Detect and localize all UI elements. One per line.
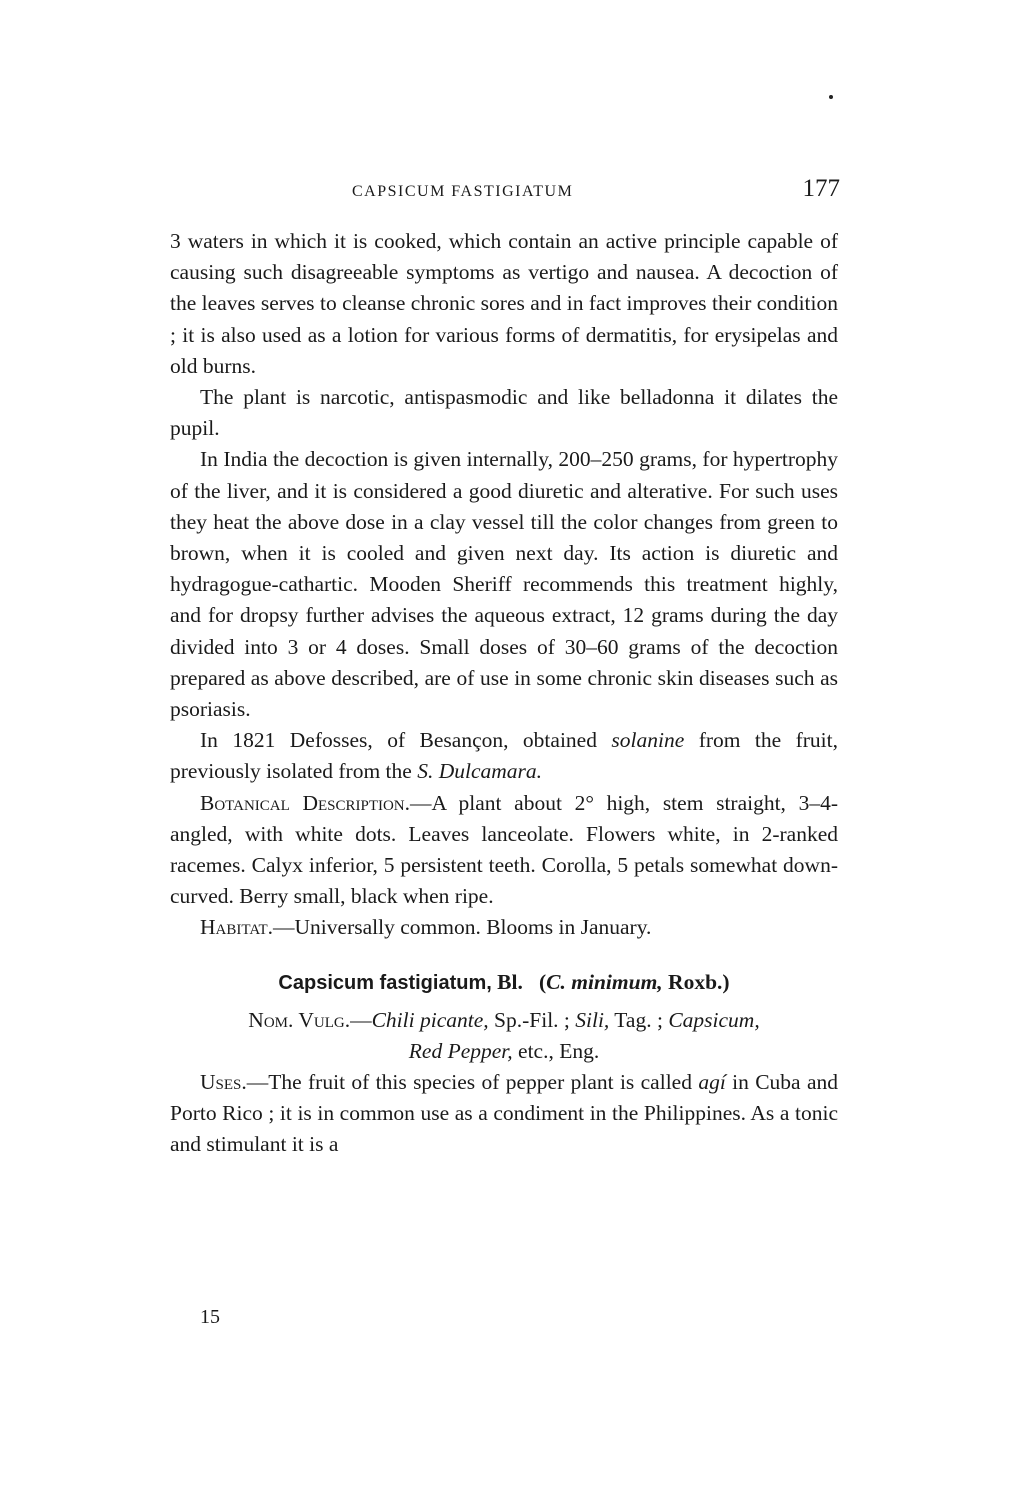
vernacular-lang-1: Sp.-Fil. ;	[488, 1007, 576, 1032]
solanine-text-a: In 1821 Defosses, of Besançon, obtained	[200, 728, 612, 753]
synonym-name: C. minimum,	[546, 969, 663, 994]
species-heading	[170, 967, 838, 999]
habitat-text: —Universally common. Blooms in January.	[273, 915, 652, 940]
paragraph-india-use: In India the decoction is given internally, 200–250 grams, for hypertrophy of the liver, and it is considered a good diuretic and alterative. For such uses they heat the above dose in a clay vessel till the color changes from green to brown, when it is cooled and given next day. Its action is diuretic and hydragogue-cathartic. Mooden Sheriff recommends this treatment highly, and for dropsy further advises the aqueous extract, 12 grams during the day divided into 3 or 4 doses. Small doses of 30–60 grams of the decoction prepared as above described, are of use in some chronic skin diseases such as psoriasis.	[170, 447, 838, 722]
page-speck	[829, 95, 833, 99]
species-name: Capsicum fastigiatum,	[278, 971, 492, 994]
page-body	[170, 226, 838, 1161]
vernacular-line-1	[170, 1005, 838, 1036]
vernacular-sili: Sili,	[575, 1007, 610, 1032]
paragraph-uses	[170, 1067, 838, 1161]
vernacular-line-2	[170, 1036, 838, 1067]
paragraph-continued: 3 waters in which it is cooked, which contain an active principle capable of causing such disagreeable symptoms as vertigo and nausea. A decoction of the leaves serves to cleanse chronic sores and in fact improves their condition ; it is also used as a lotion for various forms of dermatitis, for erysipelas and old burns.	[170, 229, 838, 378]
species-author: Bl.	[491, 969, 523, 994]
paragraph-habitat	[170, 912, 838, 943]
dulcamara-term: S. Dulcamara.	[417, 759, 543, 784]
vernacular-chili-picante: Chili picante,	[371, 1007, 489, 1032]
vernacular-names	[170, 1005, 838, 1067]
uses-label: Uses.	[200, 1070, 247, 1095]
vernacular-capsicum: Capsicum,	[668, 1007, 760, 1032]
synonym-open: (	[539, 969, 547, 994]
botanical-description-label: Botanical Description.	[200, 790, 411, 815]
synonym-author: Roxb.)	[662, 969, 730, 994]
botanical-description-text: —A plant about 2° high, stem straight, 3–4-angled, with white dots. Leaves lanceolate. Flowers white, in 2-ranked racemes. Calyx inferior, 5 persistent teeth. Corolla, 5 petals somewhat down-curved. Berry small, black when ripe.	[170, 790, 838, 909]
paragraph-solanine	[170, 725, 838, 787]
nom-vulg-label: Nom. Vulg.	[248, 1007, 351, 1032]
uses-agi-term: agí	[698, 1070, 726, 1095]
vernacular-lang-2: Tag. ;	[609, 1007, 669, 1032]
paragraph-narcotic: The plant is narcotic, antispasmodic and like belladonna it dilates the pupil.	[170, 385, 838, 441]
page-number: 177	[802, 175, 840, 202]
signature-mark: 15	[200, 1306, 220, 1328]
habitat-label: Habitat.	[200, 915, 274, 940]
running-head	[170, 175, 840, 207]
uses-text-a: —The fruit of this species of pepper plant is called	[246, 1070, 699, 1095]
vernacular-lang-3: etc., Eng.	[512, 1038, 600, 1063]
uses-text-b: in Cuba and Porto Rico ; it is in common use as a condiment in the Philippines. As a tonic and stimulant it is a	[170, 1070, 838, 1157]
vernacular-red-pepper: Red Pepper,	[408, 1038, 513, 1063]
solanine-text-b: from the fruit, previously isolated from the	[170, 728, 839, 784]
paragraph-botanical-description	[170, 788, 838, 913]
solanine-term: solanine	[611, 728, 685, 753]
running-title: CAPSICUM FASTIGIATUM	[352, 183, 574, 200]
nom-dash: —	[350, 1007, 372, 1032]
